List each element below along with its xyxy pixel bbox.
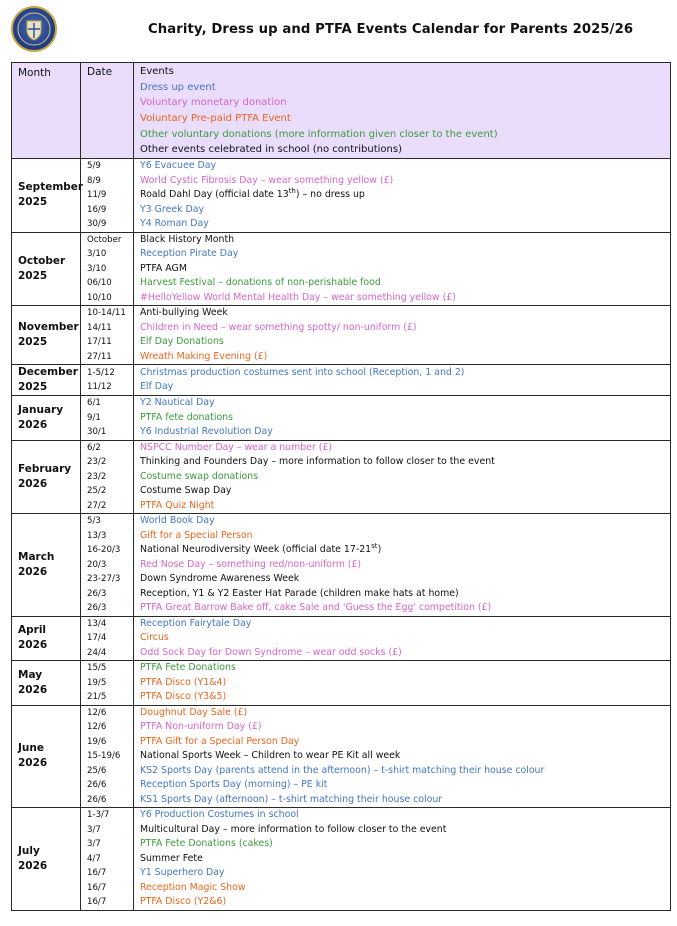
events-cell <box>134 440 671 514</box>
month-label <box>12 440 81 514</box>
event-item <box>140 441 670 456</box>
event-item <box>140 690 670 705</box>
event-date: 26/6 <box>87 794 107 805</box>
month-name: September <box>18 181 84 194</box>
event-item <box>140 793 670 808</box>
month-row-january <box>12 396 671 441</box>
event-text: World Cystic Fibrosis Day – wear something yellow (£) <box>140 174 394 186</box>
page-title: Charity, Dress up and PTFA Events Calendar for Parents 2025/26 <box>148 22 634 37</box>
event-date: 13/4 <box>87 618 107 629</box>
month-row-october <box>12 232 671 306</box>
event-item <box>140 262 670 277</box>
event-date: 3/10 <box>87 263 107 274</box>
date-cell <box>81 159 134 233</box>
event-text: National Sports Week – Children to wear PE Kit all week <box>140 750 401 762</box>
event-item <box>140 276 670 291</box>
event-item <box>140 291 670 306</box>
event-text: PTFA Non-uniform Day (£) <box>140 721 262 733</box>
events-cell <box>134 306 671 365</box>
event-text: Thinking and Founders Day – more information to follow closer to the event <box>140 456 495 468</box>
event-item <box>140 823 670 838</box>
date-cell <box>81 808 134 911</box>
event-text: Reception Sports Day (morning) – PE kit <box>140 779 328 791</box>
school-crest-icon <box>11 6 57 52</box>
event-date: 13/3 <box>87 530 107 541</box>
month-name: November <box>18 321 79 334</box>
event-item <box>140 514 670 529</box>
events-cell <box>134 159 671 233</box>
month-year: 2026 <box>18 639 48 652</box>
event-date: 16/7 <box>87 882 107 893</box>
event-text: PTFA Great Barrow Bake off, cake Sale and 'Guess the Egg' competition (£) <box>140 602 492 614</box>
events-cell <box>134 661 671 706</box>
event-date: 10-14/11 <box>87 308 126 319</box>
event-date: 19/6 <box>87 736 107 747</box>
event-date: 11/9 <box>87 190 107 201</box>
event-text: Doughnut Day Sale (£) <box>140 706 248 718</box>
event-date: 27/11 <box>87 351 112 362</box>
month-label <box>12 808 81 911</box>
event-date: 06/10 <box>87 278 112 289</box>
event-text: Costume swap donations <box>140 470 259 482</box>
event-text: Reception, Y1 & Y2 Easter Hat Parade (children make hats at home) <box>140 587 459 599</box>
event-item <box>140 706 670 721</box>
date-cell <box>81 396 134 441</box>
date-cell <box>81 661 134 706</box>
legend-item: Other events celebrated in school (no contributions) <box>140 144 402 156</box>
event-date: 26/3 <box>87 603 107 614</box>
month-name: January <box>18 403 64 416</box>
events-cell <box>134 232 671 306</box>
event-date: 21/5 <box>87 692 107 703</box>
event-text: National Neurodiversity Week (official date 17-21 <box>140 544 372 556</box>
month-name: June <box>18 742 44 755</box>
event-text: Roald Dahl Day (official date 13 <box>140 189 289 201</box>
crest-shield-icon <box>14 9 54 49</box>
month-year: 2026 <box>18 477 48 490</box>
event-date: 26/3 <box>87 588 107 599</box>
event-text: PTFA Fete Donations (cakes) <box>140 838 273 850</box>
event-item <box>140 631 670 646</box>
month-year: 2025 <box>18 381 48 394</box>
month-row-july <box>12 808 671 911</box>
month-row-november <box>12 306 671 365</box>
event-item <box>140 558 670 573</box>
event-date: 23/2 <box>87 457 107 468</box>
event-date: 12/6 <box>87 707 107 718</box>
event-item <box>140 661 670 676</box>
event-text: World Book Day <box>140 515 215 527</box>
event-text: PTFA Disco (Y3&5) <box>140 691 227 703</box>
date-cell <box>81 616 134 661</box>
event-text: Reception Pirate Day <box>140 248 239 260</box>
event-date: 20/3 <box>87 559 107 570</box>
event-item <box>140 366 670 381</box>
event-item <box>140 529 670 544</box>
event-text: Christmas production costumes sent into school (Reception, 1 and 2) <box>140 366 465 378</box>
event-date: 3/7 <box>87 824 101 835</box>
event-item <box>140 306 670 321</box>
event-date: 16-20/3 <box>87 545 121 556</box>
event-date: 16/7 <box>87 897 107 908</box>
event-item <box>140 543 670 558</box>
date-cell <box>81 705 134 808</box>
event-item <box>140 749 670 764</box>
event-superscript: th <box>288 187 296 195</box>
event-item <box>140 735 670 750</box>
events-cell <box>134 365 671 396</box>
month-row-may <box>12 661 671 706</box>
month-name: October <box>18 254 66 267</box>
event-item <box>140 572 670 587</box>
event-text: Summer Fete <box>140 852 203 864</box>
event-date: 14/11 <box>87 322 112 333</box>
event-item <box>140 396 670 411</box>
event-date: 17/4 <box>87 633 107 644</box>
event-item <box>140 617 670 632</box>
event-item <box>140 159 670 174</box>
event-date: 24/4 <box>87 647 107 658</box>
month-label <box>12 396 81 441</box>
event-date: 26/6 <box>87 780 107 791</box>
month-row-february <box>12 440 671 514</box>
events-cell <box>134 514 671 617</box>
event-item <box>140 808 670 823</box>
event-text: Reception Magic Show <box>140 881 246 893</box>
month-label <box>12 661 81 706</box>
event-item <box>140 380 670 395</box>
month-name: December <box>18 366 78 379</box>
event-date: 15/5 <box>87 663 107 674</box>
event-date: 27/2 <box>87 500 107 511</box>
date-cell <box>81 514 134 617</box>
event-text: Y3 Greek Day <box>140 203 205 215</box>
legend-item: Voluntary monetary donation <box>140 97 287 109</box>
event-item <box>140 778 670 793</box>
event-text: KS2 Sports Day (parents attend in the afternoon) – t-shirt matching their house colour <box>140 764 545 776</box>
month-label <box>12 365 81 396</box>
event-item <box>140 425 670 440</box>
date-cell <box>81 365 134 396</box>
event-item <box>140 852 670 867</box>
event-text: PTFA Gift for a Special Person Day <box>140 735 300 747</box>
event-item <box>140 587 670 602</box>
event-date: 10/10 <box>87 292 112 303</box>
events-column-header: Events <box>140 66 174 77</box>
month-name: March <box>18 550 55 563</box>
month-row-march <box>12 514 671 617</box>
event-item <box>140 247 670 262</box>
legend-item: Dress up event <box>140 81 216 93</box>
event-item <box>140 455 670 470</box>
event-text: Y6 Production Costumes in school <box>140 809 299 821</box>
events-cell <box>134 396 671 441</box>
event-text: Odd Sock Day for Down Syndrome – wear odd socks (£) <box>140 646 402 658</box>
event-date: 25/2 <box>87 486 107 497</box>
month-year: 2026 <box>18 418 48 431</box>
event-text: Y1 Superhero Day <box>140 867 225 879</box>
event-item <box>140 866 670 881</box>
event-date: 3/7 <box>87 839 101 850</box>
event-item <box>140 411 670 426</box>
month-column-header: Month <box>12 63 81 159</box>
month-year: 2026 <box>18 683 48 696</box>
events-cell <box>134 808 671 911</box>
event-item <box>140 188 670 203</box>
event-item <box>140 217 670 232</box>
events-calendar-table <box>11 62 671 911</box>
event-text-suffix: ) – no dress up <box>295 189 365 201</box>
event-date: 5/3 <box>87 516 101 527</box>
event-date: 6/1 <box>87 398 101 409</box>
event-item <box>140 233 670 248</box>
month-name: May <box>18 668 43 681</box>
event-date: 30/1 <box>87 427 107 438</box>
event-date: 23-27/3 <box>87 574 121 585</box>
event-date: 3/10 <box>87 249 107 260</box>
event-item <box>140 676 670 691</box>
month-year: 2026 <box>18 757 48 770</box>
event-text: Children in Need – wear something spotty/ non-uniform (£) <box>140 321 417 333</box>
events-cell <box>134 616 671 661</box>
event-text: Y2 Nautical Day <box>140 397 215 409</box>
event-date: 1-3/7 <box>87 810 110 821</box>
event-date: 8/9 <box>87 175 101 186</box>
date-cell <box>81 306 134 365</box>
event-item <box>140 720 670 735</box>
event-date: 1-5/12 <box>87 367 115 378</box>
event-text: KS1 Sports Day (afternoon) – t-shirt matching their house colour <box>140 793 443 805</box>
event-text: Circus <box>140 632 169 644</box>
month-row-april <box>12 616 671 661</box>
event-item <box>140 203 670 218</box>
event-superscript: st <box>371 542 378 550</box>
event-text: Y6 Evacuee Day <box>140 160 217 172</box>
event-item <box>140 335 670 350</box>
event-item <box>140 764 670 779</box>
event-text: Reception Fairytale Day <box>140 617 252 629</box>
date-column-header: Date <box>81 63 134 159</box>
month-year: 2025 <box>18 196 48 209</box>
event-date: 19/5 <box>87 677 107 688</box>
event-text: Costume Swap Day <box>140 485 232 497</box>
event-text: Y4 Roman Day <box>140 218 209 230</box>
event-date: 11/12 <box>87 382 112 393</box>
month-label <box>12 306 81 365</box>
event-text: Red Nose Day – something red/non-uniform (£) <box>140 558 362 570</box>
event-item <box>140 470 670 485</box>
event-text: PTFA Quiz Night <box>140 499 215 511</box>
event-date: 4/7 <box>87 853 101 864</box>
event-text: NSPCC Number Day – wear a number (£) <box>140 441 333 453</box>
event-item <box>140 174 670 189</box>
event-date: 12/6 <box>87 722 107 733</box>
month-label <box>12 232 81 306</box>
event-text: Down Syndrome Awareness Week <box>140 573 300 585</box>
event-item <box>140 881 670 896</box>
month-name: July <box>18 844 40 857</box>
event-date: 16/9 <box>87 204 107 215</box>
event-date: 30/9 <box>87 219 107 230</box>
event-item <box>140 601 670 616</box>
month-row-june <box>12 705 671 808</box>
legend-item: Voluntary Pre-paid PTFA Event <box>140 113 291 125</box>
event-item <box>140 350 670 365</box>
date-cell <box>81 440 134 514</box>
legend-item: Other voluntary donations (more information given closer to the event) <box>140 128 498 140</box>
event-item <box>140 895 670 910</box>
month-label <box>12 159 84 233</box>
event-date: 15-19/6 <box>87 751 121 762</box>
event-text: Wreath Making Evening (£) <box>140 350 268 362</box>
event-item <box>140 646 670 661</box>
events-cell <box>134 705 671 808</box>
event-item <box>140 499 670 514</box>
events-legend-cell <box>134 63 671 159</box>
month-label <box>12 616 81 661</box>
header-legend-row <box>12 63 671 159</box>
event-item <box>140 321 670 336</box>
event-text-suffix: ) <box>377 544 382 556</box>
event-item <box>140 837 670 852</box>
event-date: October <box>87 234 122 245</box>
event-text: Anti-bullying Week <box>140 307 228 319</box>
month-row-december <box>12 365 671 396</box>
event-date: 9/1 <box>87 412 101 423</box>
event-date: 16/7 <box>87 868 107 879</box>
month-name: February <box>18 462 72 475</box>
month-year: 2025 <box>18 269 48 282</box>
event-text: Black History Month <box>140 233 235 245</box>
event-text: PTFA AGM <box>140 262 187 274</box>
event-date: 6/2 <box>87 442 101 453</box>
month-label <box>12 705 81 808</box>
event-text: Y6 Industrial Revolution Day <box>140 426 273 438</box>
event-text: PTFA Disco (Y2&6) <box>140 896 227 908</box>
month-name: April <box>18 624 47 637</box>
event-text: Gift for a Special Person <box>140 529 253 541</box>
event-text: Harvest Festival – donations of non-perishable food <box>140 277 381 289</box>
event-text: PTFA fete donations <box>140 411 234 423</box>
date-cell <box>81 232 134 306</box>
event-date: 23/2 <box>87 471 107 482</box>
event-text: #HelloYellow World Mental Health Day – wear something yellow (£) <box>140 291 456 303</box>
event-text: PTFA Fete Donations <box>140 662 236 674</box>
month-label <box>12 514 81 617</box>
month-year: 2025 <box>18 336 48 349</box>
month-row-september <box>12 159 671 233</box>
month-year: 2026 <box>18 565 48 578</box>
event-text: PTFA Disco (Y1&4) <box>140 676 227 688</box>
event-date: 5/9 <box>87 161 101 172</box>
event-text: Elf Day Donations <box>140 336 224 348</box>
event-text: Elf Day <box>140 381 174 393</box>
event-text: Multicultural Day – more information to follow closer to the event <box>140 823 447 835</box>
event-date: 25/6 <box>87 765 107 776</box>
event-date: 17/11 <box>87 337 112 348</box>
event-item <box>140 484 670 499</box>
month-year: 2026 <box>18 859 48 872</box>
